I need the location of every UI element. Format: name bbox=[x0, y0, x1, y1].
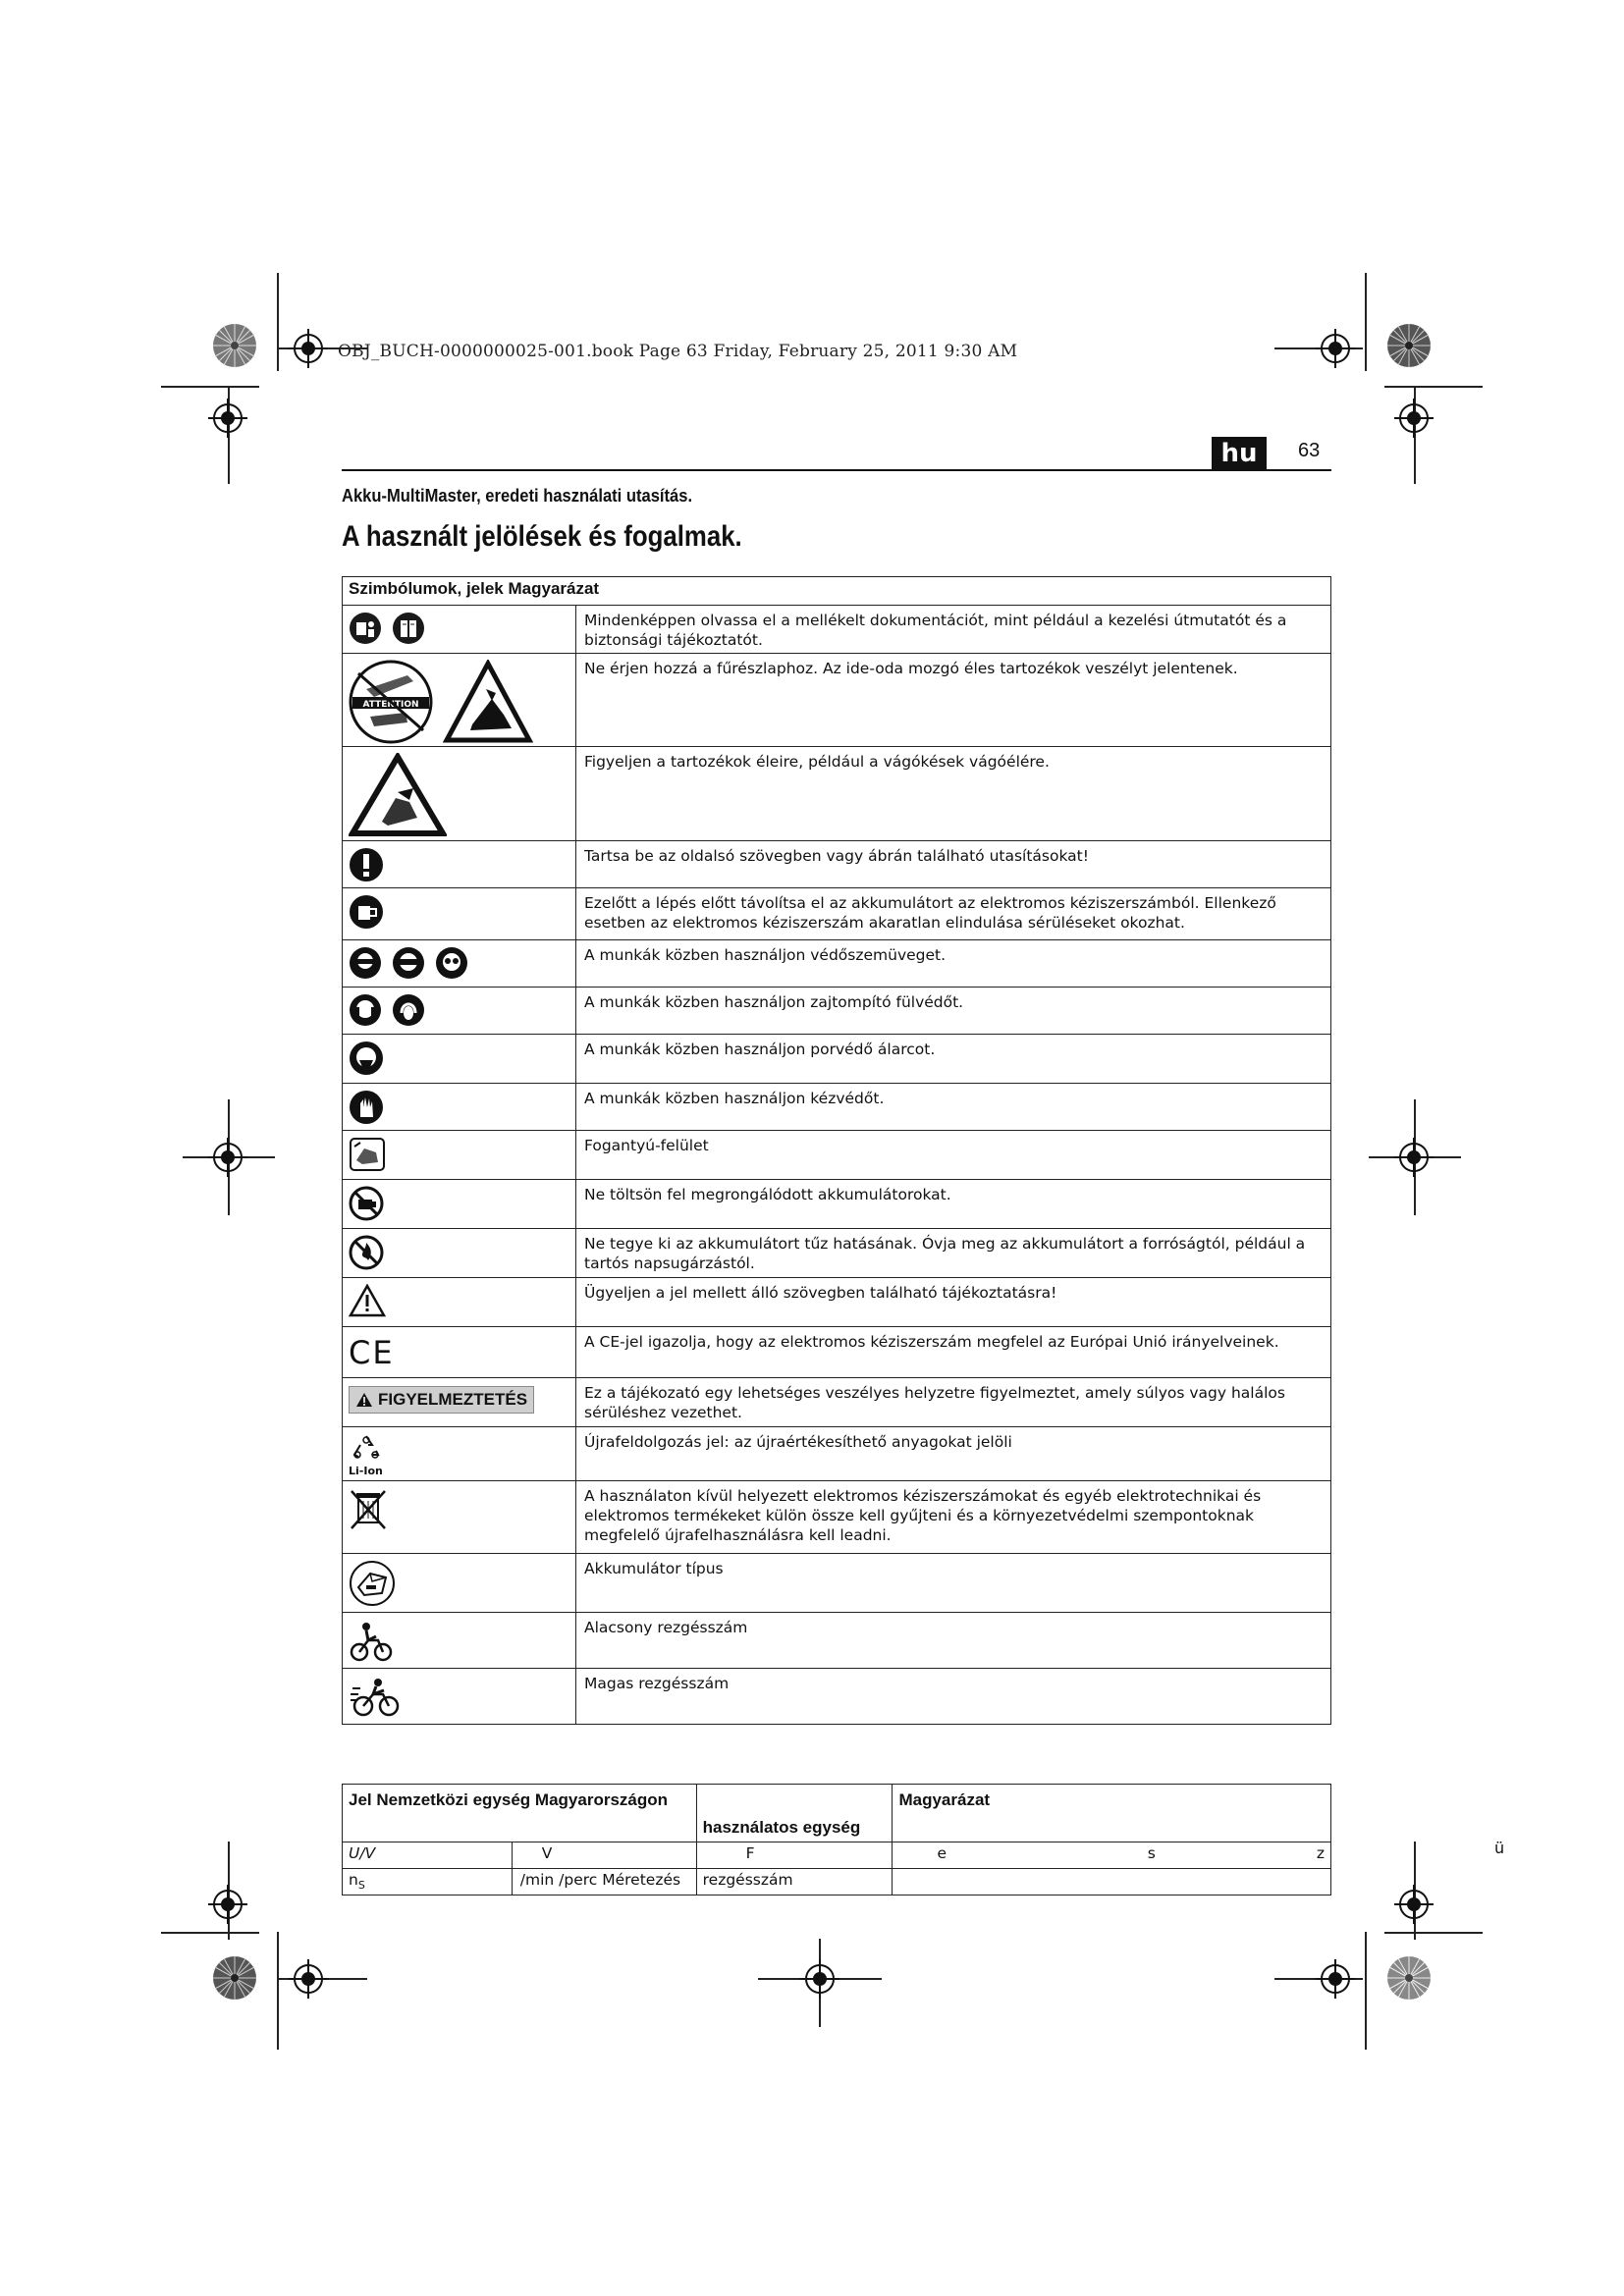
table-row bbox=[343, 1035, 1331, 1084]
table-cell: /min /perc Méretezés bbox=[512, 1869, 696, 1896]
table-cell: F bbox=[696, 1842, 893, 1869]
gloves-icon bbox=[349, 1090, 384, 1125]
color-rosette-icon bbox=[1386, 323, 1432, 368]
table-row bbox=[343, 1327, 1331, 1378]
warning-triangle-icon bbox=[349, 1284, 386, 1317]
no-fire-icon bbox=[349, 1235, 384, 1270]
table-cell bbox=[893, 1869, 1331, 1896]
ear-protection-icon bbox=[349, 993, 382, 1027]
table-row bbox=[343, 1131, 1331, 1180]
no-charging-damaged-battery-icon bbox=[349, 1186, 384, 1221]
table-row bbox=[343, 1669, 1331, 1725]
exclamation-icon bbox=[349, 847, 384, 882]
table-row bbox=[343, 1378, 1331, 1427]
symbol-description: Újrafeldolgozás jel: az újraértékesíthető anyagokat jelöli bbox=[576, 1427, 1331, 1481]
document-subtitle: Akku-MultiMaster, eredeti használati utasítás. bbox=[342, 486, 693, 506]
table-row bbox=[343, 1229, 1331, 1278]
table-row bbox=[343, 1554, 1331, 1613]
stray-character: ü bbox=[1494, 1839, 1505, 1857]
remove-battery-icon bbox=[349, 894, 384, 930]
table-row bbox=[343, 1481, 1331, 1554]
color-rosette-icon bbox=[1386, 1955, 1432, 2001]
symbol-description: Mindenképpen olvassa el a mellékelt dokumentációt, mint például a kezelési útmutatót és a biztonsági tájékoztatót. bbox=[576, 606, 1331, 654]
goggles-icon bbox=[349, 946, 382, 980]
table-cell: V bbox=[512, 1842, 696, 1869]
warning-sharp-edge-icon bbox=[349, 753, 447, 837]
table-cell: rezgésszám bbox=[696, 1869, 893, 1896]
symbol-description: A CE-jel igazolja, hogy az elektromos kéziszerszám megfelel az Európai Unió irányelveinek. bbox=[576, 1327, 1331, 1378]
registration-mark-icon bbox=[1394, 1885, 1434, 1924]
table-row bbox=[343, 1613, 1331, 1669]
symbol-description: Figyeljen a tartozékok éleire, például a vágókések vágóélére. bbox=[576, 747, 1331, 841]
ear-muffs-icon bbox=[392, 993, 425, 1027]
units-header-symbol: Jel Nemzetközi egység Magyarországon bbox=[343, 1785, 697, 1842]
registration-mark-icon bbox=[289, 1959, 328, 1999]
attention-saw-blade-icon bbox=[349, 660, 433, 744]
warning-label-icon bbox=[349, 1386, 534, 1414]
ce-mark-icon: CE bbox=[349, 1334, 395, 1371]
table-row bbox=[343, 606, 1331, 654]
safety-glasses-icon bbox=[435, 946, 468, 980]
table-cell: U/V bbox=[343, 1842, 513, 1869]
registration-mark-icon bbox=[208, 1138, 247, 1177]
table-row bbox=[343, 654, 1331, 747]
symbol-description: Ügyeljen a jel mellett álló szövegben található tájékoztatásra! bbox=[576, 1278, 1331, 1327]
registration-mark-icon bbox=[208, 1885, 247, 1924]
table-row bbox=[343, 988, 1331, 1035]
symbols-table-header bbox=[343, 577, 1331, 606]
color-rosette-icon bbox=[212, 1955, 257, 2001]
units-header-national-unit: használatos egység bbox=[696, 1785, 893, 1842]
header-rule bbox=[342, 469, 1331, 471]
table-cell: s bbox=[1079, 1842, 1266, 1869]
symbol-description: A munkák közben használjon zajtompító fülvédőt. bbox=[576, 988, 1331, 1035]
face-shield-icon bbox=[392, 946, 425, 980]
battery-type-icon bbox=[349, 1560, 396, 1607]
high-vibration-cyclist-icon bbox=[349, 1675, 404, 1720]
symbols-table bbox=[342, 576, 1331, 1725]
table-row bbox=[343, 1084, 1331, 1131]
units-header-explanation: Magyarázat bbox=[893, 1785, 1331, 1842]
table-row bbox=[343, 1869, 1331, 1896]
symbol-description: A munkák közben használjon védőszemüveget. bbox=[576, 940, 1331, 988]
table-cell: z bbox=[1266, 1842, 1331, 1869]
language-badge: hu bbox=[1212, 437, 1267, 470]
symbol-description: A munkák közben használjon kézvédőt. bbox=[576, 1084, 1331, 1131]
units-table bbox=[342, 1784, 1331, 1896]
symbol-description: A használaton kívül helyezett elektromos kéziszerszámokat és egyéb elektrotechnikai és elektromos termékeket külön össze kell gyűjteni és a környezetvédelmi szempontoknak megfelelő újrafelhasználásra kell leadni. bbox=[576, 1481, 1331, 1554]
table-row bbox=[343, 1278, 1331, 1327]
symbol-description: Ez a tájékozató egy lehetséges veszélyes helyzetre figyelmeztet, amely súlyos vagy halálos sérüléshez vezethet. bbox=[576, 1378, 1331, 1427]
symbol-description: A munkák közben használjon porvédő álarcot. bbox=[576, 1035, 1331, 1084]
symbol-description: Tartsa be az oldalsó szövegben vagy ábrán található utasításokat! bbox=[576, 841, 1331, 888]
grip-surface-icon bbox=[349, 1137, 386, 1172]
warning-label-text: FIGYELMEZTETÉS bbox=[378, 1390, 528, 1409]
dust-mask-icon bbox=[349, 1041, 384, 1076]
registration-mark-icon bbox=[1394, 399, 1434, 438]
registration-mark-icon bbox=[289, 329, 328, 368]
page-number: 63 bbox=[1298, 440, 1321, 461]
table-row bbox=[343, 747, 1331, 841]
book-header: OBJ_BUCH-0000000025-001.book Page 63 Friday, February 25, 2011 9:30 AM bbox=[338, 342, 1018, 361]
registration-mark-icon bbox=[1316, 1959, 1355, 1999]
table-row bbox=[343, 940, 1331, 988]
table-row bbox=[343, 841, 1331, 888]
warning-saw-hazard-icon bbox=[443, 660, 533, 744]
symbol-description: Alacsony rezgésszám bbox=[576, 1613, 1331, 1669]
ns-symbol-display: n bbox=[349, 1871, 358, 1889]
warning-triangle-small-icon bbox=[355, 1392, 373, 1408]
section-title: A használt jelölések és fogalmak. bbox=[342, 520, 742, 553]
table-row bbox=[343, 1842, 1331, 1869]
ns-subscript: S bbox=[357, 1879, 365, 1893]
symbol-description: Ne tegye ki az akkumulátort tűz hatásának. Óvja meg az akkumulátort a forróságtól, például a tartós napsugárzástól. bbox=[576, 1229, 1331, 1278]
symbol-description: Magas rezgésszám bbox=[576, 1669, 1331, 1725]
color-rosette-icon bbox=[212, 323, 257, 368]
attention-label: ATTENTION bbox=[362, 700, 419, 710]
table-row bbox=[343, 888, 1331, 940]
symbol-description: Ne érjen hozzá a fűrészlaphoz. Az ide-oda mozgó éles tartozékok veszélyt jelentenek. bbox=[576, 654, 1331, 747]
crossed-bin-icon bbox=[349, 1487, 388, 1532]
book-icon bbox=[392, 612, 425, 645]
li-ion-label: Li-Ion bbox=[349, 1465, 383, 1477]
registration-mark-icon bbox=[1394, 1138, 1434, 1177]
table-cell: e bbox=[893, 1842, 1079, 1869]
registration-mark-icon bbox=[800, 1959, 839, 1999]
recycling-li-ion-icon bbox=[349, 1433, 384, 1465]
symbol-description: Ne töltsön fel megrongálódott akkumulátorokat. bbox=[576, 1180, 1331, 1229]
table-row bbox=[343, 1180, 1331, 1229]
symbol-description: Ezelőtt a lépés előtt távolítsa el az akkumulátort az elektromos kéziszerszámból. Ellenkező esetben az elektromos kéziszerszám akaratlan elindulása sérüléseket okozhat. bbox=[576, 888, 1331, 940]
symbol-description: Fogantyú-felület bbox=[576, 1131, 1331, 1180]
registration-mark-icon bbox=[208, 399, 247, 438]
units-table-header bbox=[343, 1785, 1331, 1842]
symbols-table-header-label: Szimbólumok, jelek Magyarázat bbox=[343, 577, 1331, 606]
table-row bbox=[343, 1427, 1331, 1481]
table-cell bbox=[343, 1869, 513, 1896]
symbol-description: Akkumulátor típus bbox=[576, 1554, 1331, 1613]
read-manual-icon bbox=[349, 612, 382, 645]
low-vibration-cyclist-icon bbox=[349, 1619, 394, 1664]
registration-mark-icon bbox=[1316, 329, 1355, 368]
